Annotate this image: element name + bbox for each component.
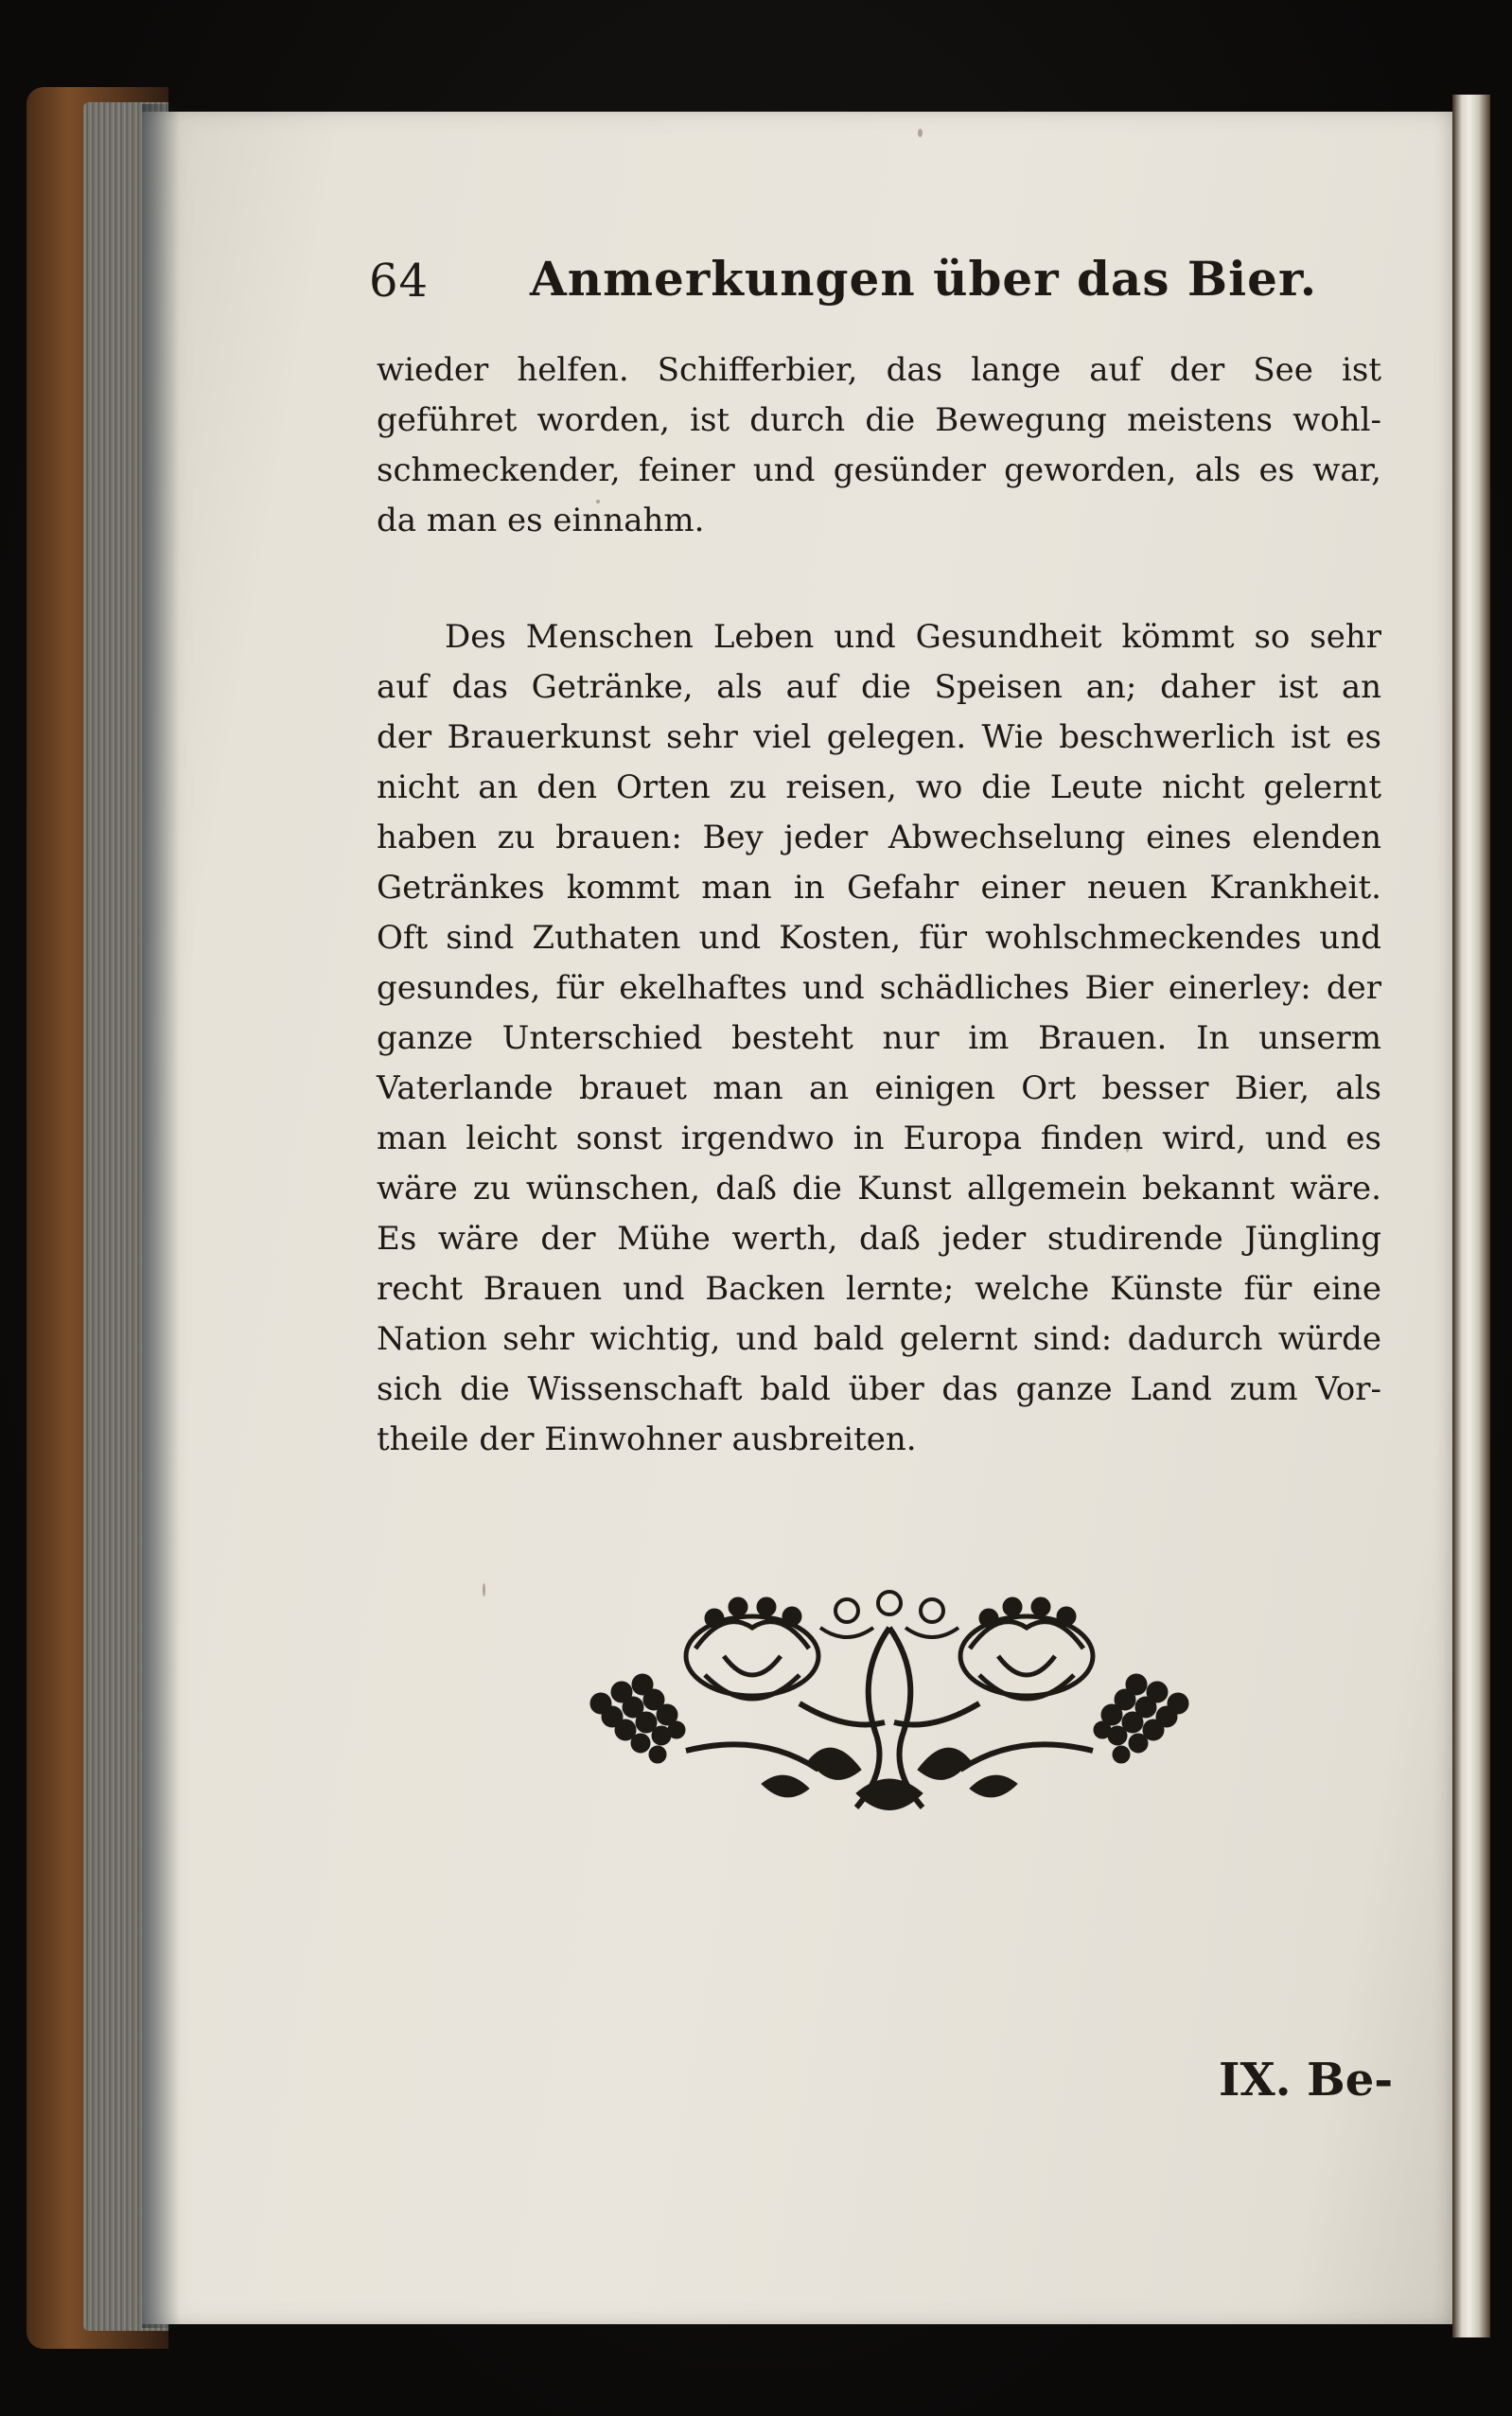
text-line: gesundes, für ekelhaftes und schädliches Bier einerley: der [377, 969, 1381, 1007]
text-line: wieder helfen. Schifferbier, das lange auf der See ist [377, 351, 1381, 389]
text-line: nicht an den Orten zu reisen, wo die Leute nicht gelernt [377, 768, 1381, 806]
text-line: geführet worden, ist durch die Bewegung meistens wohl- [377, 401, 1381, 439]
text-line: Nation sehr wichtig, und bald gelernt sind: dadurch würde [377, 1320, 1381, 1358]
text-line: sich die Wissenschaft bald über das ganze Land zum Vor- [377, 1370, 1381, 1408]
paragraph-gap [377, 546, 1381, 612]
flower-right-icon [960, 1616, 1093, 1699]
body-text [377, 345, 1381, 1465]
text-line: da man es einnahm. [377, 502, 705, 539]
text-line: Des Menschen Leben und Gesundheit kömmt so sehr [445, 618, 1381, 656]
paragraph-2 [377, 612, 1381, 1465]
text-line: recht Brauen und Backen lernte; welche Künste für eine [377, 1270, 1381, 1308]
text-line: Es wäre der Mühe werth, daß jeder studirende Jüngling [377, 1220, 1381, 1258]
text-line: ganze Unterschied besteht nur im Brauen. In unserm [377, 1019, 1381, 1057]
running-title: Anmerkungen über das Bier. [530, 251, 1318, 307]
text-line: wäre zu wünschen, daß die Kunst allgemein bekannt wäre. [377, 1170, 1381, 1208]
flower-left-icon [686, 1616, 818, 1699]
text-line: theile der Einwohner ausbreiten. [377, 1420, 917, 1458]
text-line: der Brauerkunst sehr viel gelegen. Wie beschwerlich ist es [377, 718, 1381, 756]
paragraph-1 [377, 345, 1381, 546]
floral-vignette-icon [572, 1590, 1206, 1845]
grape-cluster-right-icon [1094, 1674, 1188, 1763]
grape-cluster-left-icon [590, 1674, 685, 1763]
page-number: 64 [369, 255, 430, 308]
text-line: schmeckender, feiner und gesünder geworden, als es war, [377, 451, 1381, 489]
paper-speck [483, 1583, 485, 1596]
text-line: Vaterlande brauet man an einigen Ort besser Bier, als [377, 1069, 1381, 1107]
gutter-shadow [142, 104, 180, 2328]
text-line: Getränkes kommt man in Gefahr einer neuen Krankheit. [377, 869, 1381, 907]
page-header [369, 251, 1318, 326]
text-line: Oft sind Zuthaten und Kosten, für wohlschmeckendes und [377, 919, 1381, 957]
catchword: IX. Be- [1219, 2054, 1394, 2107]
text-line: auf das Getränke, als auf die Speisen an; daher ist an [377, 668, 1381, 706]
facing-page-edge [1452, 95, 1490, 2337]
text-line: man leicht sonst irgendwo in Europa finden wird, und es [377, 1120, 1381, 1157]
text-line: haben zu brauen: Bey jeder Abwechselung eines elenden [377, 819, 1381, 856]
paper-speck [918, 129, 923, 137]
